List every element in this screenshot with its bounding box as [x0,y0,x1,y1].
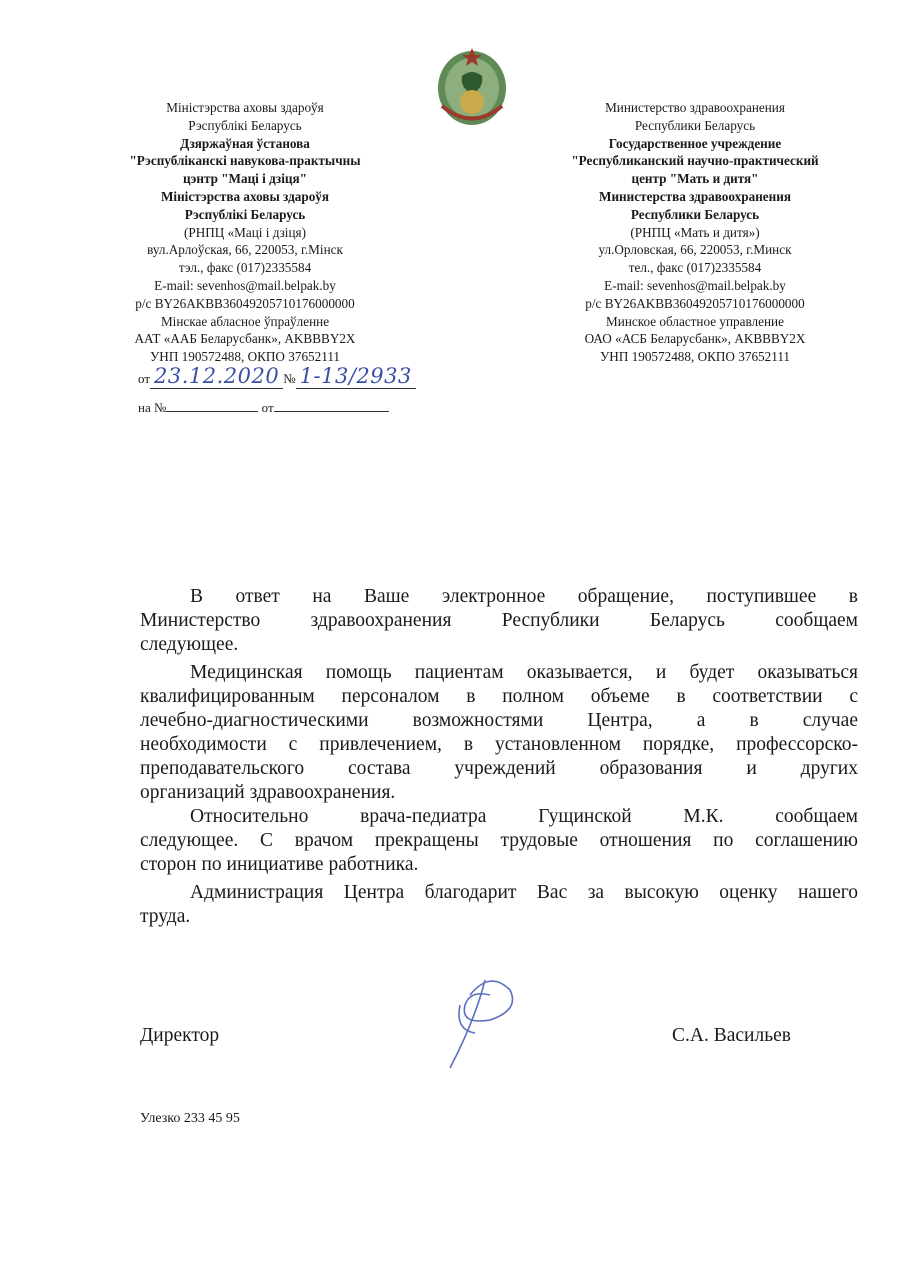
institution-name-1: "Республиканский научно-практический [571,153,819,169]
executor-contact: Улезко 233 45 95 [140,1111,240,1126]
tax-ids: УНП 190572488, ОКПО 37652111 [599,349,791,365]
body-line: следующее. С врачом прекращены трудовые отношения по соглашению [140,830,858,851]
body-line: Администрация Центра благодарит Вас за высокую оценку нашего [190,882,858,903]
body-line: следующее. [140,634,239,655]
institution-name-2: цэнтр "Маці і дзіця" [183,171,307,187]
institution-type: Государственное учреждение [608,135,782,151]
bank-branch: Минское областное управление [606,313,784,329]
phone: тэл., факс (017)2335584 [178,260,312,276]
address: вул.Арлоўская, 66, 220053, г.Мінск [147,242,343,258]
body-line: квалифицированным персоналом в полном объеме в соответствии с [140,686,858,707]
bank-name: ОАО «АСБ Беларусбанк», AKBBBY2X [584,331,806,347]
body-line: преподавательского состава учреждений образования и других [140,758,858,779]
institution-ministry: Міністэрства аховы здароўя [160,188,330,204]
header-belarusian [90,99,400,366]
body-line: В ответ на Ваше электронное обращение, поступившее в [190,586,858,607]
signatory-name: С.А. Васильев [672,1025,791,1046]
abbreviation: (РНПЦ «Маці і дзіця) [183,224,306,240]
body-line: сторон по инициативе работника. [140,854,419,875]
header-russian [545,99,845,366]
phone: тел., факс (017)2335584 [628,260,762,276]
body-line: необходимости с привлечением, в установленном порядке, профессорско- [140,734,858,755]
bank-account: р/с BY26AKBB36049205710176000000 [585,295,805,311]
from-label: от [138,371,151,386]
ministry-name: Министерство здравоохранения [605,100,785,115]
institution-ministry: Министерства здравоохранения [599,188,791,204]
institution-name-1: "Рэспубліканскі навукова-практычны [129,153,361,169]
institution-country: Рэспублікі Беларусь [184,206,306,222]
incoming-reference [138,400,389,416]
country-name: Республики Беларусь [634,117,756,133]
ref-label: на № [138,400,167,415]
signatory-position: Директор [140,1025,220,1046]
outgoing-registration [138,364,416,389]
institution-name-2: центр "Мать и дитя" [631,171,759,187]
bank-branch: Мінскае абласное ўпраўленне [160,313,330,329]
institution-type: Дзяржаўная ўстанова [180,135,310,151]
body-line: Министерство здравоохранения Республики Беларусь сообщаем [140,610,858,631]
letter-number: 1-13/2933 [299,364,412,388]
state-emblem-icon [434,46,510,128]
email: E-mail: sevenhos@mail.belpak.by [604,277,786,293]
letter-body [140,585,858,929]
body-line: Медицинская помощь пациентам оказывается, и будет оказываться [190,662,858,683]
bank-name: ААТ «ААБ Беларусбанк», AKBBBY2X [134,331,356,347]
number-label: № [283,371,296,386]
institution-country: Республики Беларусь [630,206,760,222]
body-line: лечебно-диагностическими возможностями Центра, а в случае [140,710,858,731]
handwritten-signature-icon [440,975,530,1070]
country-name: Рэспублікі Беларусь [188,117,302,133]
ref-from-label: от [261,400,274,415]
body-line: организаций здравоохранения. [140,782,396,803]
letter-date: 23.12.2020 [154,364,280,388]
email: E-mail: sevenhos@mail.belpak.by [154,277,336,293]
body-line: Относительно врача-педиатра Гущинской М.К. сообщаем [190,806,858,827]
tax-ids: УНП 190572488, ОКПО 37652111 [149,349,341,365]
ministry-name: Міністэрства аховы здароўя [166,100,324,115]
bank-account: р/с BY26AKBB36049205710176000000 [135,295,355,311]
address: ул.Орловская, 66, 220053, г.Минск [598,242,792,258]
abbreviation: (РНПЦ «Мать и дитя») [630,224,760,240]
body-line: труда. [140,906,191,927]
